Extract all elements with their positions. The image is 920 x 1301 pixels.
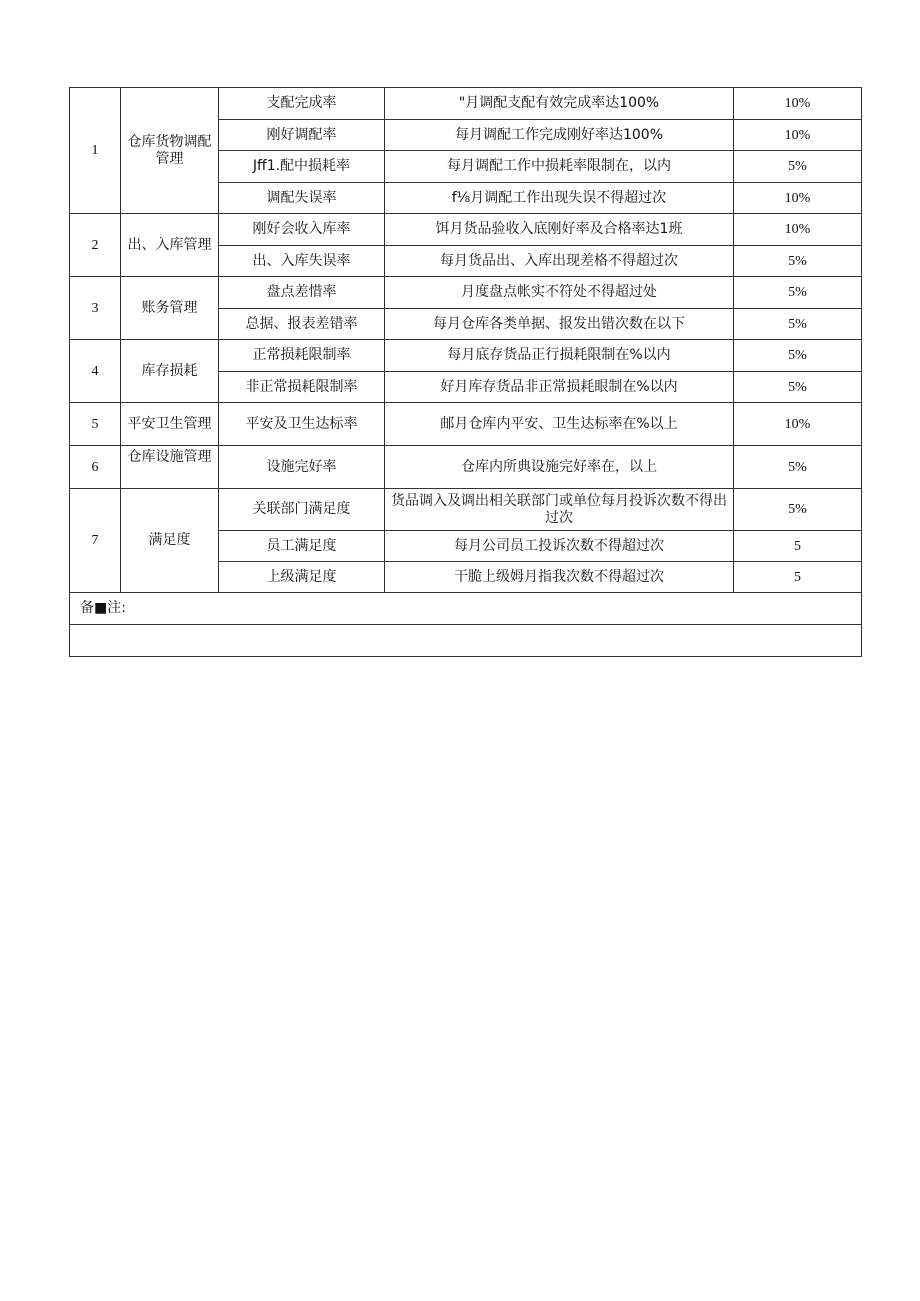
group-number: 6 bbox=[70, 446, 121, 489]
standard-cell: f⅛月调配工作出现失误不得超过次 bbox=[385, 183, 734, 214]
table-row bbox=[70, 277, 862, 309]
indicator-cell: Jff1.配中损耗率 bbox=[219, 151, 385, 183]
indicator-cell: 支配完成率 bbox=[219, 88, 385, 120]
group-name: 满足度 bbox=[121, 489, 219, 593]
group-name: 出、入库管理 bbox=[121, 214, 219, 277]
notes-row bbox=[70, 593, 862, 625]
standard-cell: 饵月货品验收入底刚好率及合格率达1班 bbox=[385, 214, 734, 246]
indicator-cell: 出、入库失误率 bbox=[219, 246, 385, 277]
weight-cell: 5% bbox=[734, 446, 862, 489]
weight-cell: 5% bbox=[734, 151, 862, 183]
indicator-cell: 非正常损耗限制率 bbox=[219, 372, 385, 403]
notes-blank-row bbox=[70, 625, 862, 657]
standard-cell: 每月公司员工投诉次数不得超过次 bbox=[385, 531, 734, 562]
kpi-table-body bbox=[70, 88, 862, 657]
standard-cell: "月调配支配有效完成率达100% bbox=[385, 88, 734, 120]
weight-cell: 5 bbox=[734, 531, 862, 562]
standard-cell: 每月底存货品正行损耗限制在%以内 bbox=[385, 340, 734, 372]
standard-cell: 邮月仓库内平安、卫生达标率在%以上 bbox=[385, 403, 734, 446]
standard-cell: 月度盘点帐实不符处不得超过处 bbox=[385, 277, 734, 309]
weight-cell: 10% bbox=[734, 88, 862, 120]
group-number: 7 bbox=[70, 489, 121, 593]
group-name: 仓库设施管理 bbox=[121, 446, 219, 489]
table-row bbox=[70, 214, 862, 246]
standard-cell: 每月调配工作中损耗率限制在，以内 bbox=[385, 151, 734, 183]
standard-cell: 干脆上级姆月指我次数不得超过次 bbox=[385, 562, 734, 593]
group-number: 4 bbox=[70, 340, 121, 403]
indicator-cell: 上级满足度 bbox=[219, 562, 385, 593]
group-name: 库存损耗 bbox=[121, 340, 219, 403]
indicator-cell: 正常损耗限制率 bbox=[219, 340, 385, 372]
weight-cell: 10% bbox=[734, 120, 862, 151]
weight-cell: 5% bbox=[734, 372, 862, 403]
weight-cell: 5 bbox=[734, 562, 862, 593]
group-number: 5 bbox=[70, 403, 121, 446]
weight-cell: 10% bbox=[734, 214, 862, 246]
table-row bbox=[70, 489, 862, 531]
weight-cell: 10% bbox=[734, 183, 862, 214]
weight-cell: 5% bbox=[734, 277, 862, 309]
table-row bbox=[70, 88, 862, 120]
standard-cell: 每月调配工作完成刚好率达100% bbox=[385, 120, 734, 151]
indicator-cell: 员工满足度 bbox=[219, 531, 385, 562]
weight-cell: 5% bbox=[734, 246, 862, 277]
standard-cell: 每月货品出、入库出现差格不得超过次 bbox=[385, 246, 734, 277]
group-number: 1 bbox=[70, 88, 121, 214]
indicator-cell: 盘点差惜率 bbox=[219, 277, 385, 309]
notes-label: 备■注: bbox=[70, 593, 862, 625]
table-row bbox=[70, 446, 862, 489]
indicator-cell: 设施完好率 bbox=[219, 446, 385, 489]
indicator-cell: 刚好调配率 bbox=[219, 120, 385, 151]
group-number: 2 bbox=[70, 214, 121, 277]
group-number: 3 bbox=[70, 277, 121, 340]
weight-cell: 10% bbox=[734, 403, 862, 446]
kpi-table bbox=[69, 87, 862, 657]
weight-cell: 5% bbox=[734, 489, 862, 531]
notes-blank-cell bbox=[70, 625, 862, 657]
group-name: 账务管理 bbox=[121, 277, 219, 340]
indicator-cell: 平安及卫生达标率 bbox=[219, 403, 385, 446]
indicator-cell: 调配失误率 bbox=[219, 183, 385, 214]
indicator-cell: 刚好会收入库率 bbox=[219, 214, 385, 246]
table-row bbox=[70, 403, 862, 446]
standard-cell: 货品调入及调出相关联部门或单位每月投诉次数不得出过次 bbox=[385, 489, 734, 531]
indicator-cell: 关联部门满足度 bbox=[219, 489, 385, 531]
standard-cell: 仓库内所典设施完好率在，以上 bbox=[385, 446, 734, 489]
group-name: 平安卫生管理 bbox=[121, 403, 219, 446]
weight-cell: 5% bbox=[734, 309, 862, 340]
table-row bbox=[70, 340, 862, 372]
standard-cell: 好月库存货品非正常损耗眼制在%以内 bbox=[385, 372, 734, 403]
group-name: 仓库货物调配管理 bbox=[121, 88, 219, 214]
weight-cell: 5% bbox=[734, 340, 862, 372]
indicator-cell: 总据、报表差错率 bbox=[219, 309, 385, 340]
standard-cell: 每月仓库各类单据、报发出错次数在以下 bbox=[385, 309, 734, 340]
